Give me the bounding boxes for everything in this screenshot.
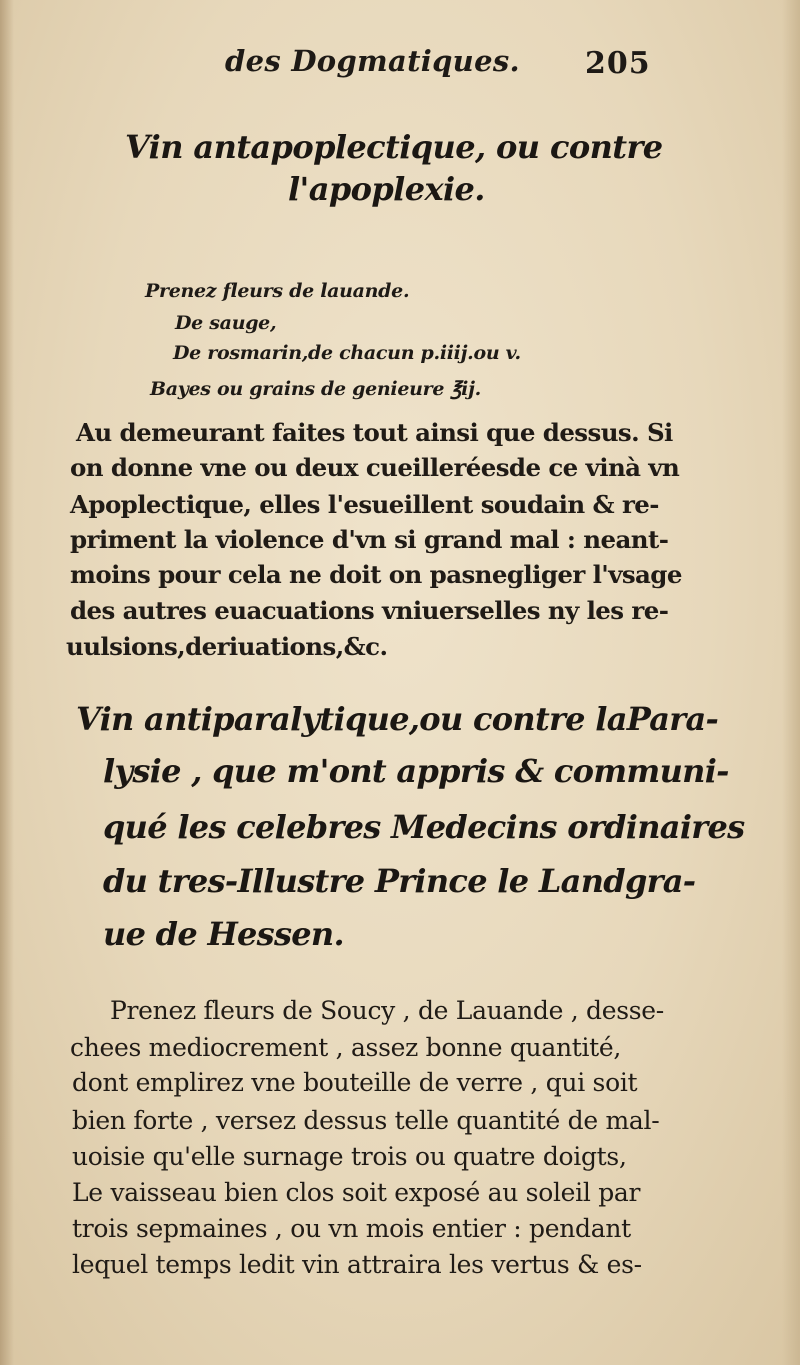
section-heading-line: Vin antiparalytique,ou contre laPara- <box>76 700 719 738</box>
body-text-line: trois sepmaines , ou vn mois entier : pendant <box>72 1214 631 1243</box>
page-gutter-shadow <box>0 0 14 1365</box>
body-text-line: des autres euacuations vniuerselles ny les re- <box>70 596 669 625</box>
running-head: des Dogmatiques. <box>225 44 520 78</box>
recipe-line: De sauge, <box>175 312 277 334</box>
recipe-line: Bayes ou grains de genieure ℥ij. <box>150 378 481 400</box>
recipe-line: De rosmarin,de chacun p.iiij.ou v. <box>173 342 521 364</box>
section-heading-line: ue de Hessen. <box>103 915 344 953</box>
body-text-line: bien forte , versez dessus telle quantité de mal- <box>72 1106 660 1135</box>
section-heading-line: du tres-Illustre Prince le Landgra- <box>103 862 696 900</box>
body-text-line: lequel temps ledit vin attraira les vertus & es- <box>72 1250 642 1279</box>
section-heading-line: Vin antapoplectique, ou contre <box>125 128 663 166</box>
body-text-line: moins pour cela ne doit on pasnegliger l'vsage <box>70 560 682 589</box>
body-text-line: Apoplectique, elles l'esueillent soudain & re- <box>70 490 659 519</box>
recipe-line: Prenez fleurs de lauande. <box>145 280 410 302</box>
body-text-line: chees mediocrement , assez bonne quantité, <box>70 1033 622 1062</box>
body-text-line: uoisie qu'elle surnage trois ou quatre doigts, <box>72 1142 627 1171</box>
body-text-line: Prenez fleurs de Soucy , de Lauande , desse- <box>110 996 664 1025</box>
body-text-line: Au demeurant faites tout ainsi que dessus. Si <box>76 418 673 447</box>
body-text-line: dont emplirez vne bouteille de verre , qui soit <box>72 1068 638 1097</box>
section-heading-line: qué les celebres Medecins ordinaires <box>103 808 745 846</box>
body-text-line: Le vaisseau bien clos soit exposé au soleil par <box>72 1178 641 1207</box>
section-heading-line: lysie , que m'ont appris & communi- <box>103 752 729 790</box>
page-edge-shadow <box>782 0 800 1365</box>
body-text-line: uulsions,deriuations,&c. <box>66 632 388 661</box>
section-heading-line: l'apoplexie. <box>288 170 485 208</box>
page-header <box>0 30 800 90</box>
body-text-line: on donne vne ou deux cueilleréesde ce vinà vn <box>70 453 680 482</box>
page-number: 205 <box>585 46 651 81</box>
body-text-line: priment la violence d'vn si grand mal : neant- <box>70 525 669 554</box>
